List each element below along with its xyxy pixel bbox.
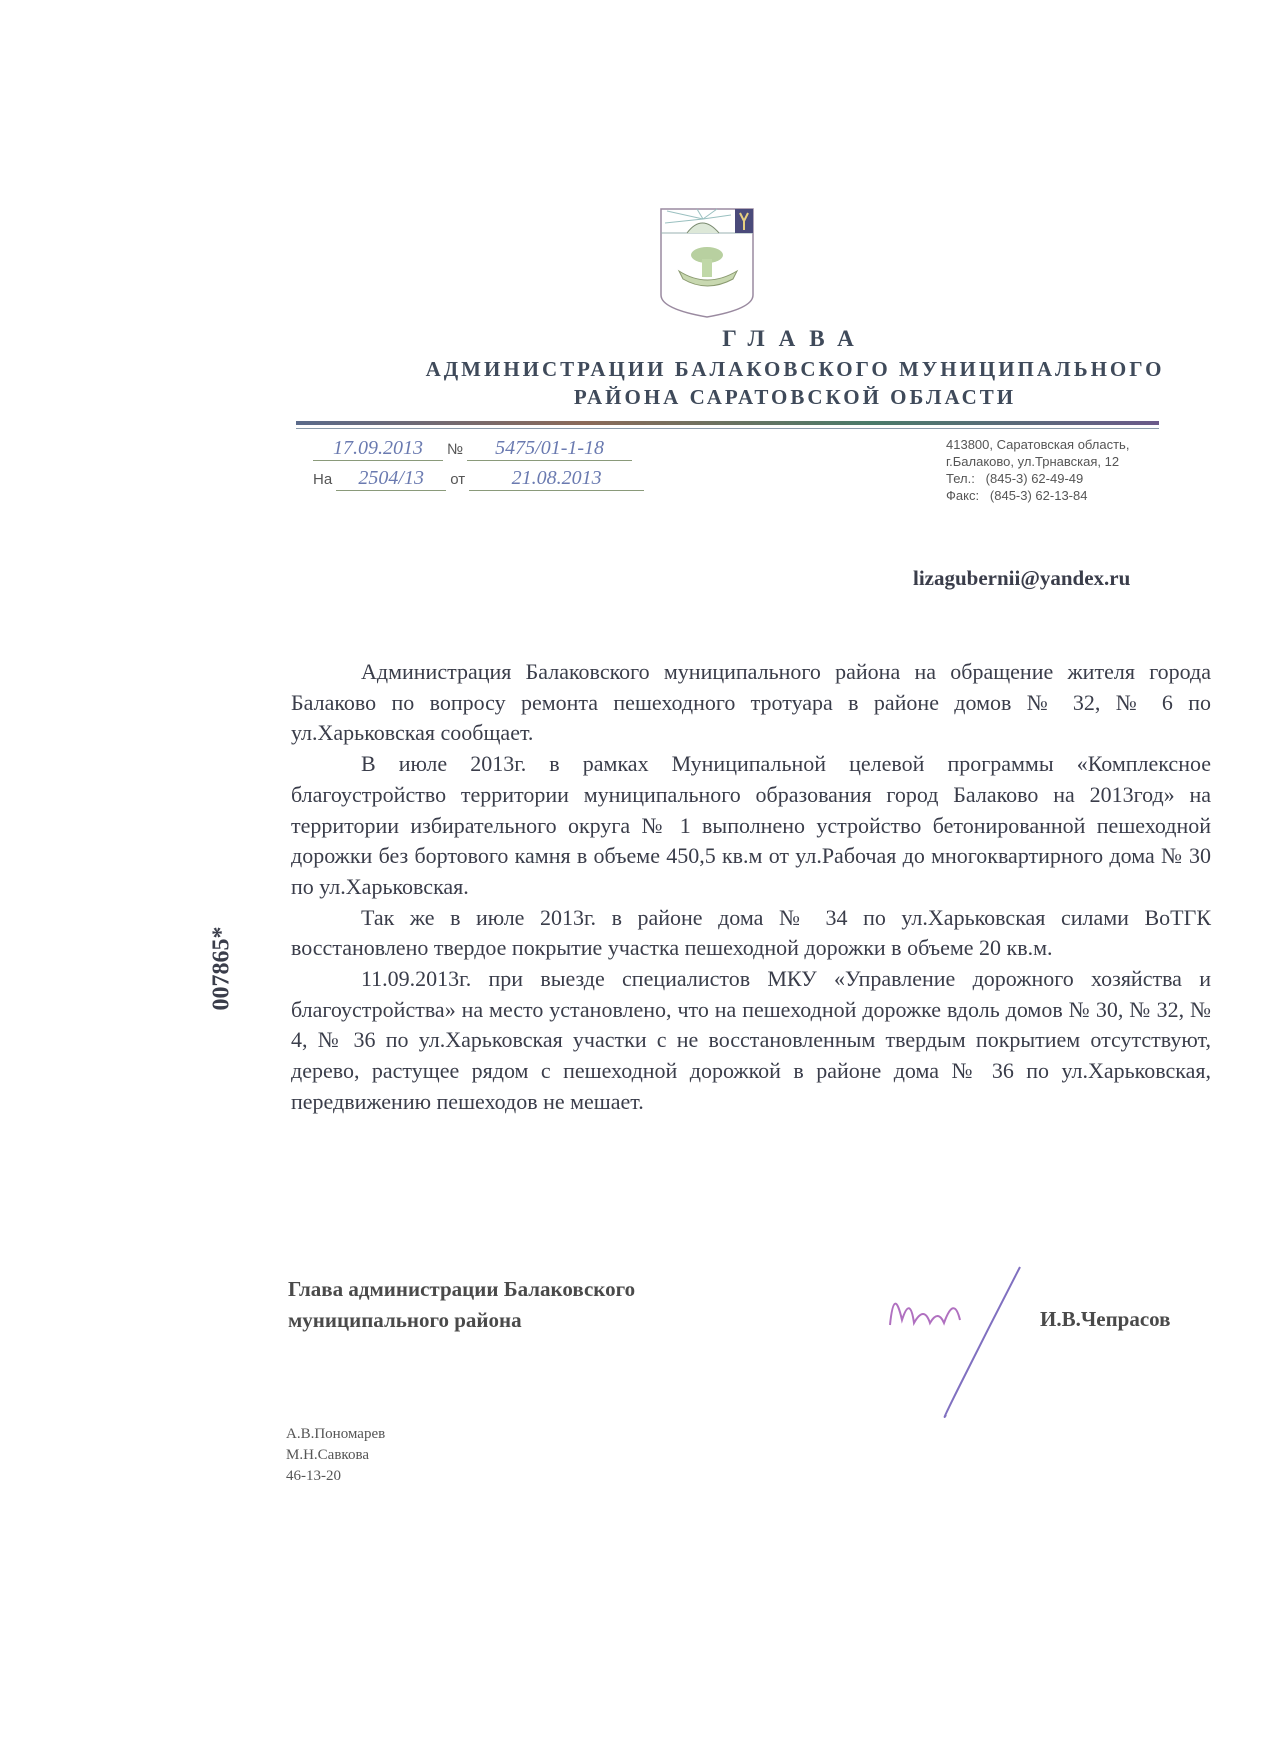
letterhead-org-line1: АДМИНИСТРАЦИИ БАЛАКОВСКОГО МУНИЦИПАЛЬНОГО xyxy=(425,357,1165,381)
recipient-email: lizagubernii@yandex.ru xyxy=(913,566,1131,590)
paragraph: Так же в июле 2013г. в районе дома № 34 по ул.Харьковская силами ВоТГК восстановлено твердое покрытие участка пешеходной дорожки в объеме 20 кв.м. xyxy=(291,904,1211,961)
letterhead-org-line2: РАЙОНА САРАТОВСКОЙ ОБЛАСТИ xyxy=(573,385,1017,409)
executor-phone: 46-13-20 xyxy=(286,1468,341,1484)
reply-date: 21.08.2013 xyxy=(469,467,644,491)
executors xyxy=(286,1424,385,1487)
header-divider xyxy=(296,421,1159,425)
handwritten-signature xyxy=(880,1265,1030,1425)
sender-address xyxy=(946,436,1129,504)
registration-row-outgoing xyxy=(313,437,632,461)
signatory-title-line2: муниципального района xyxy=(288,1308,522,1332)
reply-number: 2504/13 xyxy=(336,467,446,491)
address-line2: г.Балаково, ул.Трнавская, 12 xyxy=(946,454,1120,469)
from-label: от xyxy=(450,471,466,488)
header-divider-thin xyxy=(296,428,1159,429)
paragraph: Администрация Балаковского муниципального района на обращение жителя города Балаково по вопросу ремонта пешеходного тротуара в районе домов № 32, № 6 по ул.Харьковская сообщает. xyxy=(291,659,1211,746)
incoming-stamp-number: 007865* xyxy=(208,926,235,1011)
reply-label: На xyxy=(313,471,333,488)
signatory-title xyxy=(288,1274,635,1336)
executor-name: А.В.Пономарев xyxy=(286,1426,386,1442)
registration-row-reply xyxy=(313,467,644,491)
signatory-title-line1: Глава администрации Балаковского xyxy=(288,1277,636,1301)
letterhead-title: ГЛАВА xyxy=(722,326,868,351)
phone: (845-3) 62-49-49 xyxy=(985,471,1084,486)
phone-label: Тел.: xyxy=(946,471,975,486)
coat-of-arms-icon xyxy=(657,205,757,321)
outgoing-number: 5475/01-1-18 xyxy=(467,437,632,461)
paragraph: 11.09.2013г. при выезде специалистов МКУ «Управление дорожного хозяйства и благоустройства» на место установлено, что на пешеходной дорожке вдоль домов № 30, № 32, № 4, № 36 по ул.Харьковская участки с не восстановленным твердым покрытием отсутствуют, дерево, растущее рядом с пешеходной дорожкой в районе дома № 36 по ул.Харьковская, передвижению пешеходов не мешает. xyxy=(291,966,1211,1114)
paragraph: В июле 2013г. в рамках Муниципальной целевой программы «Комплексное благоустройство территории муниципального образования город Балаково на 2013год» на территории избирательного округа № 1 выполнено устройство бетонированной пешеходной дорожки без бортового камня в объеме 450,5 кв.м от ул.Рабочая до многоквартирного дома № 30 по ул.Харьковская. xyxy=(291,751,1211,899)
fax: (845-3) 62-13-84 xyxy=(989,488,1088,503)
letter-body xyxy=(291,657,1211,1118)
outgoing-date: 17.09.2013 xyxy=(313,437,443,461)
signatory-name: И.В.Чепрасов xyxy=(1040,1307,1171,1331)
fax-label: Факс: xyxy=(946,488,980,503)
number-label: № xyxy=(447,441,464,458)
executor-name: М.Н.Савкова xyxy=(286,1447,369,1463)
address-line1: 413800, Саратовская область, xyxy=(946,437,1130,452)
